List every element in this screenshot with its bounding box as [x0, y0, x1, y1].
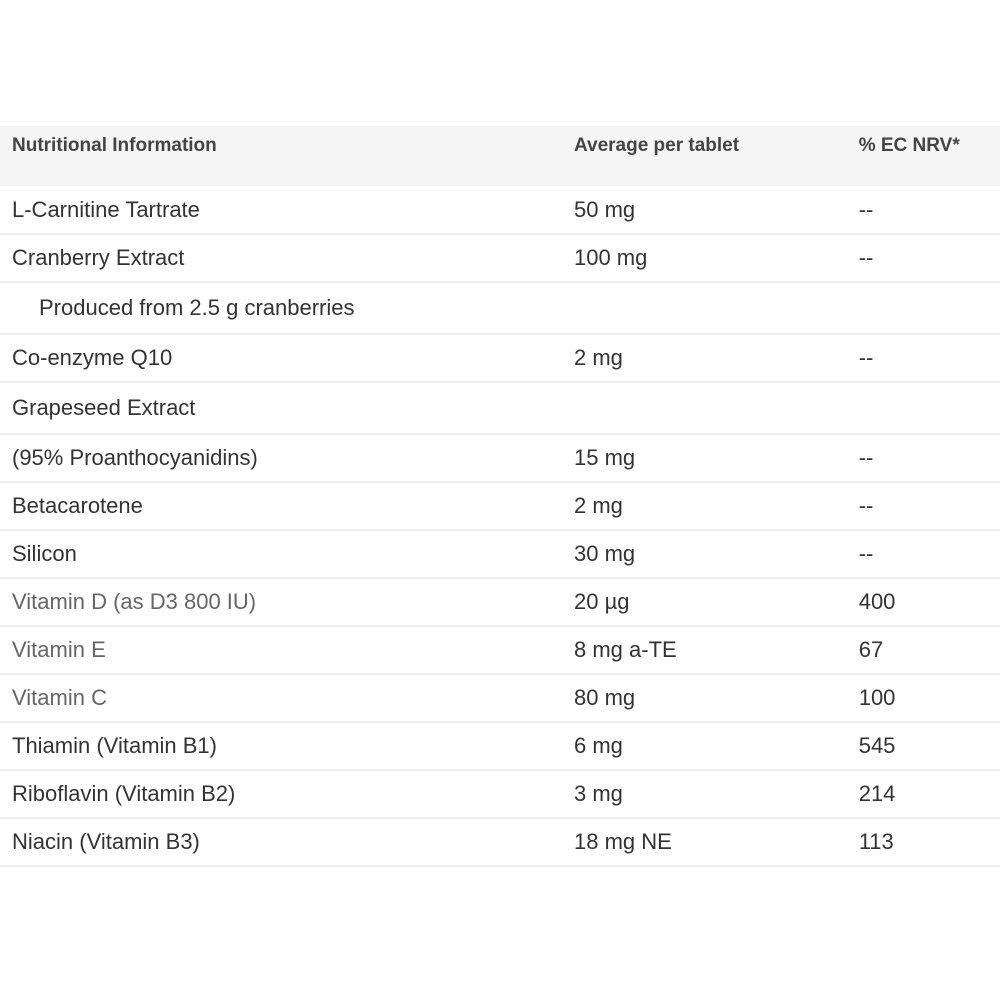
- nutrient-amount: 2 mg: [573, 345, 623, 370]
- nutrient-amount: 6 mg: [573, 733, 623, 758]
- nutrient-amount: 50 mg: [573, 196, 636, 222]
- nutrient-nrv: 545: [858, 733, 896, 758]
- header-nutritional-information: Nutritional Information: [12, 135, 217, 156]
- nutrient-nrv: --: [858, 541, 874, 566]
- header-average-per-tablet: Average per tablet: [573, 135, 740, 156]
- table-row: [0, 578, 1000, 626]
- nutrient-amount: 18 mg NE: [573, 829, 672, 854]
- nutrient-name: Betacarotene: [12, 493, 143, 518]
- table-header: [0, 126, 1000, 186]
- table-row: [0, 722, 1000, 770]
- nutrient-name: Produced from 2.5 g cranberries: [39, 295, 355, 320]
- nutrient-name: Vitamin C: [12, 685, 107, 710]
- nutrient-name: (95% Proanthocyanidins): [12, 445, 258, 470]
- nutrient-amount: 3 mg: [573, 781, 623, 806]
- nutrient-nrv: --: [858, 493, 874, 518]
- table-row: [0, 434, 1000, 482]
- nutrient-name: Grapeseed Extract: [12, 395, 196, 420]
- nutrient-amount: 100 mg: [573, 245, 648, 270]
- nutrient-nrv: --: [858, 445, 874, 470]
- nutrient-amount: 8 mg a-TE: [573, 637, 677, 662]
- nutrient-nrv: 214: [858, 781, 896, 806]
- table-row: [0, 530, 1000, 578]
- table-row: [0, 818, 1000, 866]
- nutrient-nrv: --: [858, 345, 874, 370]
- nutrient-name: Niacin (Vitamin B3): [12, 829, 200, 854]
- nutrient-name: Cranberry Extract: [12, 245, 185, 270]
- nutrient-amount: [562, 382, 847, 434]
- nutrient-amount: 15 mg: [573, 445, 636, 470]
- nutrient-nrv: --: [858, 196, 874, 222]
- table-row: [0, 770, 1000, 818]
- table-row: [0, 186, 1000, 234]
- nutrient-nrv: 67: [858, 637, 884, 662]
- table-row: [0, 674, 1000, 722]
- nutrient-nrv: 400: [858, 589, 896, 614]
- nutrient-nrv: 100: [858, 685, 896, 710]
- table-row: [0, 382, 1000, 434]
- nutrient-nrv: --: [858, 245, 874, 270]
- header-ec-nrv: % EC NRV*: [858, 135, 960, 156]
- nutrient-name: Vitamin E: [12, 637, 106, 662]
- nutrient-name: Riboflavin (Vitamin B2): [12, 781, 236, 806]
- nutrition-table: [0, 126, 1000, 867]
- table-row: [0, 234, 1000, 282]
- nutrient-nrv: [847, 282, 1000, 334]
- table-row: [0, 334, 1000, 382]
- table-row: [0, 482, 1000, 530]
- nutrient-amount: 20 µg: [573, 589, 630, 614]
- nutrient-name: Thiamin (Vitamin B1): [12, 733, 217, 758]
- nutrient-amount: 80 mg: [573, 685, 636, 710]
- nutrient-amount: [562, 282, 847, 334]
- nutrient-nrv: 113: [858, 829, 894, 854]
- nutrient-name: Co-enzyme Q10: [12, 345, 173, 370]
- header-row: [0, 126, 1000, 186]
- nutrient-name: L-Carnitine Tartrate: [12, 196, 200, 222]
- nutrient-amount: 2 mg: [573, 493, 623, 518]
- table-body: [0, 186, 1000, 866]
- table-row: [0, 282, 1000, 334]
- nutrient-name: Silicon: [12, 541, 77, 566]
- nutrient-name: Vitamin D (as D3 800 IU): [12, 589, 257, 614]
- nutrient-nrv: [847, 382, 1000, 434]
- table-row: [0, 626, 1000, 674]
- nutrient-amount: 30 mg: [573, 541, 636, 566]
